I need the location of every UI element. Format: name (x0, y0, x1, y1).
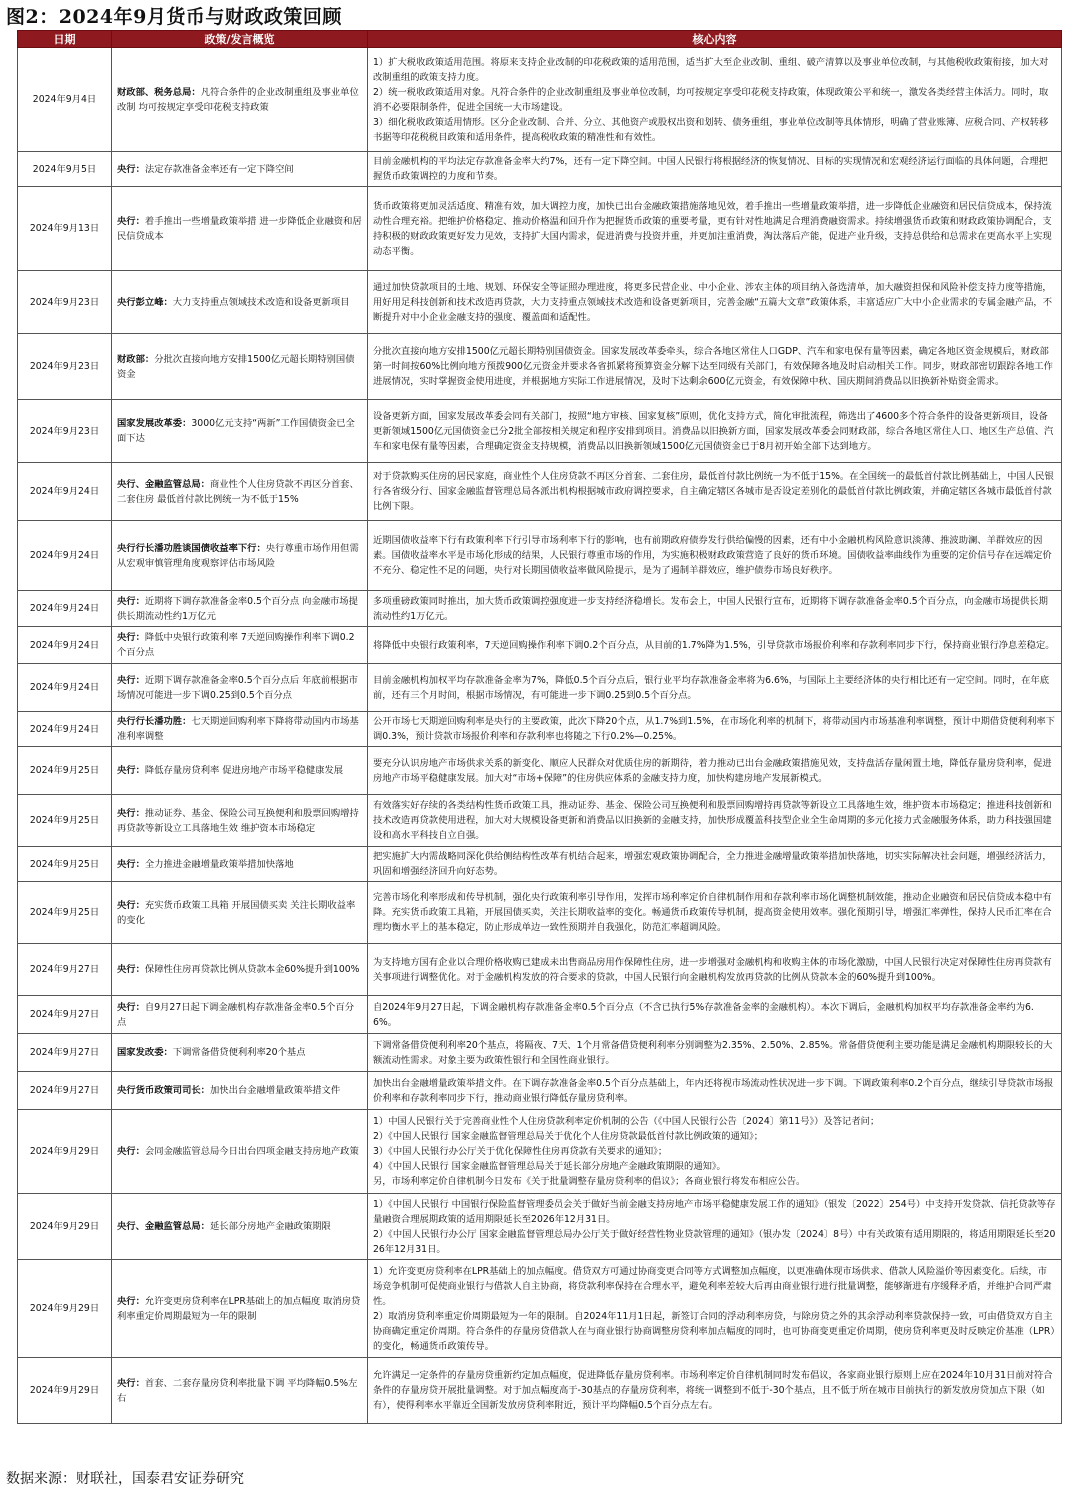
row-policy-org: 央行： (117, 858, 145, 870)
row-content: 目前金融机构加权平均存款准备金率为7%，降低0.5个百分点后，银行业平均存款准备金率将为6.6%，与国际上主要经济体的央行相比还有一定空间。同时，在年底前，还有三个月时间，根据市场情况，有可能进一步下调0.25到0.5个百分点。 (368, 664, 1062, 712)
row-policy (112, 591, 368, 627)
table-row (18, 334, 1062, 400)
row-policy-org: 央行行长潘功胜： (117, 716, 192, 727)
row-content: 分批次直接向地方安排1500亿元超长期特别国债资金。国家发展改革委牵头，综合各地区常住人口GDP、汽车和家电保有量等因素，确定各地区资金规模后，财政部第一时间按60%比例向地方预拨900亿元资金并要求各省抓紧将预算资金分解下达至同级有关部门，有效保障各地及时启动相关工作。同步，财政部密切跟踪各地工作进展情况，实时掌握资金使用进度，并根据地方实际工作进展情况，及时下达剩余600亿元资金，有效保障中秋、国庆期间消费品以旧换新补贴资金需求。 (368, 334, 1062, 400)
row-date: 2024年9月24日 (18, 463, 112, 521)
table-row (18, 187, 1062, 271)
row-content: 下调常备借贷便利利率20个基点，将隔夜、7天、1个月常备借贷便利利率分别调整为2.35%、2.50%、2.85%。常备借贷便利主要功能是满足金融机构期限较长的大额流动性需求。对象主要为政策性银行和全国性商业银行。 (368, 1034, 1062, 1072)
row-policy (112, 1072, 368, 1110)
row-policy-org: 央行： (117, 1295, 145, 1307)
row-policy-org: 央行： (117, 899, 145, 911)
row-content: 完善市场化利率形成和传导机制，强化央行政策利率引导作用，发挥市场利率定价自律机制作用和存款利率市场化调整机制效能，推动企业融资和居民信贷成本稳中有降。充实货币政策工具箱，开展国债买卖，关注长期收益率的变化。畅通货币政策传导机制，提高资金使用效率。强化预期引导，增强汇率弹性，保持人民币汇率在合理均衡水平上的基本稳定，防止形成单边一致性预期并自我强化，防范汇率超调风险。 (368, 882, 1062, 944)
row-policy-org: 央行： (117, 807, 145, 819)
row-content: 把实施扩大内需战略同深化供给侧结构性改革有机结合起来，增强宏观政策协调配合，全力推进金融增量政策举措加快落地，切实实际解决社会问题，增强经济活力，巩固和增强经济回升向好态势。 (368, 847, 1062, 882)
row-policy (112, 152, 368, 187)
row-policy (112, 463, 368, 521)
table-row (18, 400, 1062, 463)
row-policy-org: 央行： (117, 1001, 145, 1013)
table-row (18, 1260, 1062, 1358)
row-policy-summary: 大力支持重点领域技术改造和设备更新项目 (172, 296, 350, 308)
row-content: 要充分认识房地产市场供求关系的新变化、顺应人民群众对优质住房的新期待，着力推动已出台金融政策措施见效，支持盘活存量闲置土地，降低存量房贷利率，促进房地产市场平稳健康发展。加大对“市场+保障”的住房供应体系的金融支持力度，加快构建房地产发展新模式。 (368, 747, 1062, 795)
row-policy-summary: 加快出台金融增量政策举措文件 (209, 1085, 341, 1096)
table-row (18, 152, 1062, 187)
row-policy-org: 央行： (117, 215, 145, 227)
row-policy (112, 627, 368, 664)
row-date: 2024年9月29日 (18, 1194, 112, 1260)
row-date: 2024年9月23日 (18, 271, 112, 334)
row-policy-org: 央行彭立峰： (117, 296, 173, 308)
table-row (18, 1072, 1062, 1110)
row-policy-summary: 央行尊重市场作用但需从宏观审慎管理角度观察评估市场风险 (117, 542, 359, 569)
row-date: 2024年9月25日 (18, 795, 112, 847)
row-content: 1）《中国人民银行 中国银行保险监督管理委员会关于做好当前金融支持房地产市场平稳健康发展工作的通知》（银发〔2022〕254号）中支持开发贷款、信托贷款等存量融资合理展期政策的适用期限延长至2026年12月31日。 2）《中国人民银行办公厅 国家金融监督管理总局办公厅关于做好经营性物业贷款管理的通知》（银办发〔2024〕8号）中有关政策有适用期限的，将适用期限延长至2026年12月31日。 (368, 1194, 1062, 1260)
row-policy-org: 央行： (117, 1377, 145, 1389)
policy-table-container (17, 30, 1061, 1424)
source-note: 数据来源：财联社，国泰君安证券研究 (6, 1471, 244, 1487)
row-policy-summary: 会同金融监管总局今日出台四项金融支持房地产政策 (144, 1146, 359, 1157)
row-policy (112, 944, 368, 996)
row-policy-summary: 七天期逆回购利率下降将带动国内市场基准利率调整 (117, 716, 359, 742)
header-date: 日期 (18, 31, 112, 48)
row-policy-summary: 自9月27日起下调金融机构存款准备金率0.5个百分点 (117, 1001, 355, 1028)
row-policy-org: 国家发展改革委： (117, 418, 192, 429)
row-policy-org: 央行： (117, 765, 145, 776)
row-policy (112, 882, 368, 944)
row-date: 2024年9月24日 (18, 664, 112, 712)
row-policy-org: 央行货币政策司司长： (117, 1085, 210, 1096)
row-content: 有效落实好存续的各类结构性货币政策工具，推动证券、基金、保险公司互换便利和股票回购增持再贷款等新设立工具落地生效，维护资本市场稳定；推进科技创新和技术改造再贷款使用进程，加大对大规模设备更新和消费品以旧换新的金融支持，加快形成覆盖科技型企业全生命周期的多元化接力式金融服务体系，助力科技强国建设和高水平科技自立自强。 (368, 795, 1062, 847)
row-policy-org: 央行： (117, 1146, 145, 1157)
row-policy-summary: 降低存量房贷利率 促进房地产市场平稳健康发展 (144, 765, 344, 776)
header-policy: 政策/发言概览 (112, 31, 368, 48)
row-content: 加快出台金融增量政策举措文件。在下调存款准备金率0.5个百分点基础上，年内还将视市场流动性状况进一步下调。下调政策利率0.2个百分点，继续引导贷款市场报价利率和存款利率同步下行，推动商业银行降低存量房贷利率。 (368, 1072, 1062, 1110)
row-policy-org: 央行： (117, 632, 145, 643)
row-policy (112, 48, 368, 152)
row-date: 2024年9月13日 (18, 187, 112, 271)
row-policy (112, 1358, 368, 1424)
row-policy-org: 央行： (117, 595, 145, 607)
row-policy-org: 央行： (117, 674, 145, 686)
row-policy (112, 1260, 368, 1358)
row-date: 2024年9月24日 (18, 521, 112, 591)
row-policy-org: 财政部、税务总局： (117, 86, 201, 98)
row-policy-org: 财政部： (117, 353, 155, 365)
table-row (18, 996, 1062, 1034)
row-date: 2024年9月24日 (18, 627, 112, 664)
table-row (18, 463, 1062, 521)
row-content: 公开市场七天期逆回购利率是央行的主要政策，此次下降20个点，从1.7%到1.5%，在市场化利率的机制下，将带动国内市场基准利率调整，预计中期借贷便利利率下调0.3%，预计贷款市场报价利率和存款利率也将随之下行0.2%—0.25%。 (368, 712, 1062, 747)
policy-table (17, 30, 1062, 1424)
row-policy (112, 664, 368, 712)
table-row (18, 712, 1062, 747)
row-date: 2024年9月23日 (18, 334, 112, 400)
table-row (18, 1358, 1062, 1424)
table-body (18, 48, 1062, 1424)
row-date: 2024年9月27日 (18, 1034, 112, 1072)
row-policy-summary: 保障性住房再贷款比例从贷款本金60%提升到100% (144, 964, 360, 975)
row-policy-summary: 近期将下调存款准备金率0.5个百分点 向金融市场提供长期流动性约1万亿元 (117, 595, 358, 622)
table-row (18, 944, 1062, 996)
row-policy-summary: 近期下调存款准备金率0.5个百分点后 年底前根据市场情况可能进一步下调0.25到0.5个百分点 (117, 674, 358, 701)
figure-title: 图2：2024年9月货币与财政政策回顾 (6, 6, 342, 28)
table-row (18, 271, 1062, 334)
row-content: 允许满足一定条件的存量房贷重新约定加点幅度，促进降低存量房贷利率。市场利率定价自律机制同时发布倡议，各家商业银行原则上应在2024年10月31日前对符合条件的存量房贷开展批量调整。对于加点幅度高于-30基点的存量房贷利率，将统一调整到不低于-30个基点，且不低于所在城市目前执行的新发放房贷加点下限（如有），使得利率水平靠近全国新发放房贷利率附近，预计平均降幅0.5个百分点左右。 (368, 1358, 1062, 1424)
row-policy (112, 521, 368, 591)
row-policy-summary: 下调常备借贷便利利率20个基点 (172, 1047, 306, 1058)
table-row (18, 664, 1062, 712)
row-policy-summary: 降低中央银行政策利率 7天逆回购操作利率下调0.2个百分点 (117, 632, 355, 658)
table-header-row (18, 31, 1062, 48)
row-date: 2024年9月29日 (18, 1358, 112, 1424)
row-date: 2024年9月24日 (18, 591, 112, 627)
row-policy (112, 1034, 368, 1072)
table-row (18, 591, 1062, 627)
table-row (18, 1110, 1062, 1194)
row-policy-org: 国家发改委： (117, 1047, 173, 1058)
row-content: 货币政策将更加灵活适度、精准有效，加大调控力度，加快已出台金融政策措施落地见效，着手推出一些增量政策举措，进一步降低企业融资和居民信贷成本，保持流动性合理充裕。把维护价格稳定、推动价格温和回升作为把握货币政策的重要考量，更有针对性地满足合理消费融资需求。持续增强货币政策和财政政策协调配合，支持积极的财政政策更好发力见效，支持扩大国内需求，促进消费与投资并重，并更加注重消费，淘汰落后产能，促进产业升级，支持总供给和总需求在更高水平上实现动态平衡。 (368, 187, 1062, 271)
row-content: 自2024年9月27日起，下调金融机构存款准备金率0.5个百分点（不含已执行5%存款准备金率的金融机构）。本次下调后，金融机构加权平均存款准备金率约为6.6%。 (368, 996, 1062, 1034)
row-date: 2024年9月27日 (18, 944, 112, 996)
row-content: 为支持地方国有企业以合理价格收购已建成未出售商品房用作保障性住房，进一步增强对金融机构和收购主体的市场化激励，中国人民银行决定对保障性住房再贷款有关事项进行调整优化。对于金融机构发放的符合要求的贷款，中国人民银行向金融机构发放再贷款的比例从贷款本金的60%提升到100%。 (368, 944, 1062, 996)
row-date: 2024年9月23日 (18, 400, 112, 463)
row-policy-summary: 3000亿元支持“两新”工作国债资金已全面下达 (117, 418, 355, 444)
row-content: 多项重磅政策同时推出，加大货币政策调控强度进一步支持经济稳增长。发布会上，中国人民银行宣布，近期将下调存款准备金率0.5个百分点，向金融市场提供长期流动性约1万亿元。 (368, 591, 1062, 627)
table-row (18, 795, 1062, 847)
row-date: 2024年9月29日 (18, 1110, 112, 1194)
row-policy-org: 央行： (117, 964, 145, 975)
row-date: 2024年9月4日 (18, 48, 112, 152)
row-policy (112, 187, 368, 271)
row-policy (112, 712, 368, 747)
table-row (18, 521, 1062, 591)
row-content: 1）允许变更房贷利率在LPR基础上的加点幅度。借贷双方可通过协商变更合同等方式调整加点幅度，以更准确体现市场供求、借款人风险溢价等因素变化。后续，市场竞争机制可促使商业银行与借款人自主协商，将贷款利率保持在合理水平，避免利率差较大后再由商业银行进行批量调整，能够渐进有序缓释矛盾，并维护合同严肃性。 2）取消房贷利率重定价周期最短为一年的限制。自2024年11月1日起，新签订合同的浮动利率房贷，与除房贷之外的其余浮动利率贷款保持一致，可由借贷双方自主协商确定重定价周期。符合条件的存量房贷借款人在与商业银行协商调整房贷利率加点幅度的同时，也可协商变更重定价周期，使房贷利率更及时反映定价基准（LPR）的变化，畅通货币政策传导。 (368, 1260, 1062, 1358)
row-content: 1）中国人民银行关于完善商业性个人住房贷款利率定价机制的公告（《中国人民银行公告〔2024〕第11号》）及答记者问； 2）《中国人民银行 国家金融监督管理总局关于优化个人住房贷款最低首付款比例政策的通知》； 3）《中国人民银行办公厅关于优化保障性住房再贷款有关要求的通知》； 4）《中国人民银行 国家金融监督管理总局关于延长部分房地产金融政策期限的通知》。 另，市场利率定价自律机制今日发布《关于批量调整存量房贷利率的倡议》；各商业银行将发布相应公告。 (368, 1110, 1062, 1194)
row-policy-summary: 延长部分房地产金融政策期限 (209, 1221, 331, 1232)
row-content: 对于贷款购买住房的居民家庭，商业性个人住房贷款不再区分首套、二套住房，最低首付款比例统一为不低于15%。在全国统一的最低首付款比例基础上，中国人民银行各省级分行、国家金融监督管理总局各派出机构根据城市政府调控要求，自主确定辖区各城市是否设定差别化的最低首付款比例政策，并确定辖区各城市最低首付款比例下限。 (368, 463, 1062, 521)
row-policy-summary: 推动证券、基金、保险公司互换便利和股票回购增持再贷款等新设立工具落地生效 维护资本市场稳定 (117, 807, 359, 834)
row-date: 2024年9月5日 (18, 152, 112, 187)
table-row (18, 882, 1062, 944)
row-policy-summary: 着手推出一些增量政策举措 进一步降低企业融资和居民信贷成本 (117, 215, 362, 242)
row-policy-org: 央行： (117, 163, 145, 175)
row-date: 2024年9月25日 (18, 882, 112, 944)
table-row (18, 747, 1062, 795)
row-policy-org: 央行、金融监管总局： (117, 478, 210, 490)
row-date: 2024年9月29日 (18, 1260, 112, 1358)
row-policy-org: 央行、金融监管总局： (117, 1221, 210, 1232)
row-content: 近期国债收益率下行有政策利率下行引导市场利率下行的影响，也有前期政府债券发行供给偏慢的因素，还有中小金融机构风险意识淡薄、推波助澜、羊群效应的因素。国债收益率水平是市场化形成的结果，人民银行尊重市场的作用，为实施积极财政政策营造了良好的货币环境。国债收益率曲线作为重要的定价信号存在远端定价不充分、稳定性不足的问题，央行对长期国债收益率做风险提示，是为了遏制羊群效应，维护债券市场良好秩序。 (368, 521, 1062, 591)
row-policy (112, 1194, 368, 1260)
row-policy-summary: 全力推进金融增量政策举措加快落地 (144, 858, 294, 870)
row-content: 将降低中央银行政策利率，7天逆回购操作利率下调0.2个百分点，从目前的1.7%降为1.5%，引导贷款市场报价利率和存款利率同步下行，保持商业银行净息差稳定。 (368, 627, 1062, 664)
row-policy-summary: 首套、二套存量房贷利率批量下调 平均降幅0.5%左右 (117, 1377, 358, 1404)
row-date: 2024年9月24日 (18, 712, 112, 747)
row-policy (112, 334, 368, 400)
header-content: 核心内容 (368, 31, 1062, 48)
row-date: 2024年9月25日 (18, 847, 112, 882)
row-policy (112, 400, 368, 463)
row-policy-summary: 允许变更房贷利率在LPR基础上的加点幅度 取消房贷利率重定价周期最短为一年的限制 (117, 1295, 361, 1322)
row-policy (112, 996, 368, 1034)
row-policy (112, 1110, 368, 1194)
row-policy-summary: 凡符合条件的企业改制重组及事业单位改制 均可按规定享受印花税支持政策 (117, 86, 359, 113)
row-policy (112, 847, 368, 882)
table-row (18, 1034, 1062, 1072)
row-content: 1）扩大税收政策适用范围。将原来支持企业改制的印花税政策的适用范围，适当扩大至企业改制、重组、破产清算以及事业单位改制，与其他税收政策衔接，加大对改制重组的政策支持力度。 2）统一税收政策适用对象。凡符合条件的企业改制重组及事业单位改制，均可按规定享受印花税支持政策，体现政策公平和统一，激发各类经营主体活力。同时，取消不必要限制条件，促进全国统一大市场建设。 3）细化税收政策适用情形。区分企业改制、合并、分立、其他资产或股权出资和划转、债务重组，事业单位改制等具体情形，明确了营业账簿、应税合同、产权转移书据等印花税税目政策和适用条件，提高税收政策的精准性和有效性。 (368, 48, 1062, 152)
row-date: 2024年9月27日 (18, 1072, 112, 1110)
row-policy-summary: 分批次直接向地方安排1500亿元超长期特别国债资金 (117, 353, 355, 380)
row-content: 目前金融机构的平均法定存款准备金率大约7%，还有一定下降空间。中国人民银行将根据经济的恢复情况、目标的实现情况和宏观经济运行面临的具体问题，合理把握货币政策调控的力度和节奏。 (368, 152, 1062, 187)
row-policy (112, 795, 368, 847)
table-row (18, 48, 1062, 152)
row-content: 设备更新方面，国家发展改革委会同有关部门，按照“地方审核、国家复核”原则，优化支持方式，简化审批流程，筛选出了4600多个符合条件的设备更新项目，设备更新领域1500亿元国债资金已分2批全部按相关规定和程序安排到项目。消费品以旧换新方面，国家发展改革委会同财政部，综合各地区常住人口、地区生产总值、汽车和家电保有量等因素，合理确定资金支持规模，消费品以旧换新领域1500亿元国债资金已于8月初开始全部下达到地方。 (368, 400, 1062, 463)
row-policy (112, 271, 368, 334)
row-date: 2024年9月27日 (18, 996, 112, 1034)
row-policy-summary: 充实货币政策工具箱 开展国债买卖 关注长期收益率的变化 (117, 899, 356, 926)
table-row (18, 627, 1062, 664)
table-row (18, 1194, 1062, 1260)
row-policy (112, 747, 368, 795)
row-content: 通过加快贷款项目的土地、规划、环保安全等证照办理进度，将更多民营企业、中小企业、涉农主体的项目纳入备选清单，加大融资担保和风险补偿支持力度等措施，用好用足科技创新和技术改造再贷款，大力支持重点领域技术改造和设备更新项目，完善金融“五篇大文章”政策体系，丰富适应广大中小企业需求的专属金融产品，不断提升对中小企业金融支持的强度、覆盖面和适配性。 (368, 271, 1062, 334)
row-policy-summary: 法定存款准备金率还有一定下降空间 (144, 163, 294, 175)
row-date: 2024年9月25日 (18, 747, 112, 795)
row-policy-summary: 商业性个人住房贷款不再区分首套、二套住房 最低首付款比例统一为不低于15% (117, 478, 359, 505)
table-row (18, 847, 1062, 882)
row-policy-org: 央行行长潘功胜谈国债收益率下行： (117, 542, 266, 554)
